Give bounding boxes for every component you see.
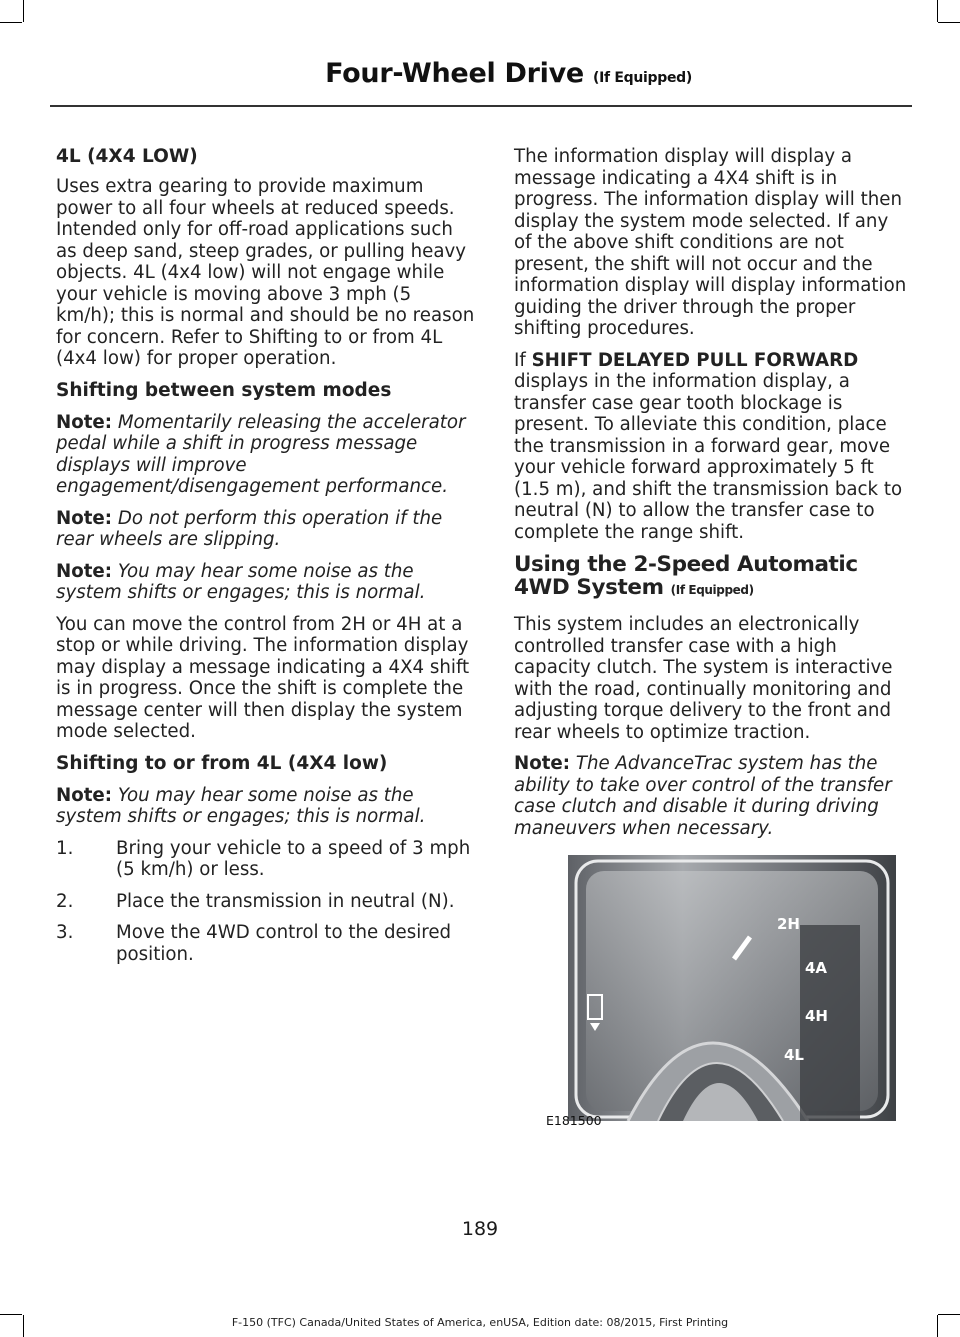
- note-1: [56, 412, 476, 498]
- note-label: Note:: [514, 753, 571, 774]
- heading-4l: 4L (4X4 LOW): [56, 146, 198, 167]
- left-column: [56, 146, 476, 975]
- note-text: Momentarily releasing the accelerator pedal while a shift in progress message displays will improve engagement/disengagement performance.: [56, 411, 466, 497]
- note-text: The AdvanceTrac system has the ability to take over control of the transfer case clutch and disable it during driving maneuvers when necessary.: [514, 753, 892, 839]
- shift-delayed-text: displays in the information display, a transfer case gear tooth blockage is present. To alleviate this condition, place the transmission in a forward gear, move your vehicle forward approximately 5 ft (1.5 m), and shift the transmission back to neutral (N) to allow the transfer case to complete the range shift.: [514, 371, 903, 543]
- step-text: Move the 4WD control to the desired position.: [116, 922, 452, 965]
- heading-automatic-4wd-suffix: (If Equipped): [670, 583, 754, 597]
- step-number: 3.: [56, 922, 74, 943]
- footer-text: F-150 (TFC) Canada/United States of America, enUSA, Edition date: 08/2015, First Printing: [231, 1316, 729, 1329]
- shift-delayed-message: SHIFT DELAYED PULL FORWARD: [531, 349, 859, 371]
- note-label: Note:: [56, 411, 113, 433]
- crop-mark: [938, 1314, 960, 1315]
- heading-automatic-4wd-text: Using the 2-Speed Automatic 4WD System: [514, 552, 858, 600]
- paragraph-automatic-system: This system includes an electronically controlled transfer case with a high capacity clutch. The system is interactive with the road, continually monitoring and adjusting torque delivery to the front and rear wheels to optimize traction.: [514, 614, 893, 743]
- step-text: Bring your vehicle to a speed of 3 mph (5 km/h) or less.: [116, 837, 471, 880]
- right-column: [514, 146, 910, 849]
- page-title-text: Four-Wheel Drive: [325, 58, 584, 89]
- list-item: [56, 922, 476, 965]
- note-4: [56, 785, 476, 828]
- page-title-suffix: (If Equipped): [593, 70, 692, 86]
- note-text: You may hear some noise as the system shifts or engages; this is normal.: [56, 560, 426, 603]
- paragraph-shift-delayed: [514, 350, 910, 544]
- figure-id: E181500: [546, 1113, 602, 1128]
- heading-automatic-4wd: [514, 553, 910, 602]
- crop-mark: [938, 22, 960, 23]
- mode-label-4l: 4L: [784, 1046, 804, 1064]
- step-number: 1.: [56, 837, 74, 859]
- crop-mark: [0, 22, 22, 23]
- crop-mark: [23, 0, 24, 22]
- note-advancetrac: [514, 753, 910, 839]
- header-rule: [50, 105, 912, 107]
- list-item: [56, 891, 476, 913]
- note-text: Do not perform this operation if the rear wheels are slipping.: [56, 507, 443, 550]
- mode-label-2h: 2H: [777, 915, 800, 933]
- heading-shifting-modes: Shifting between system modes: [56, 379, 392, 401]
- mode-label-4a: 4A: [805, 959, 828, 977]
- note-2: [56, 508, 476, 551]
- crop-mark: [0, 1314, 22, 1315]
- note-label: Note:: [56, 784, 113, 806]
- if-word: If: [514, 349, 526, 371]
- note-3: [56, 561, 476, 604]
- paragraph-info-display: The information display will display a message indicating a 4X4 shift is in progress. The information display will then display the system mode selected. If any of the above shift conditions are not present, the shift will not occur and the information display will display information guiding the driver through the proper shifting procedures.: [514, 146, 907, 339]
- note-label: Note:: [56, 507, 113, 529]
- heading-shifting-4l: Shifting to or from 4L (4X4 low): [56, 752, 388, 774]
- mode-label-4h: 4H: [805, 1007, 828, 1025]
- 4wd-control-illustration: [568, 855, 896, 1121]
- steps-list: [56, 838, 476, 966]
- list-item: [56, 838, 476, 881]
- page-title: [325, 58, 692, 89]
- crop-mark: [937, 0, 938, 22]
- paragraph-move-control: You can move the control from 2H or 4H at a stop or while driving. The information display may display a message indicating a 4X4 shift is in progress. Once the shift is complete the message center will then display the system mode selected.: [56, 613, 470, 742]
- 4wd-control-image: [568, 855, 896, 1121]
- note-text: You may hear some noise as the system shifts or engages; this is normal.: [56, 784, 426, 827]
- paragraph-4l: Uses extra gearing to provide maximum power to all four wheels at reduced speeds. Intended only for off-road applications such as deep sand, steep grades, or pulling heavy objects. 4L (4x4 low) will not engage while your vehicle is moving above 3 mph (5 km/h); this is normal and should be no reason for concern. Refer to Shifting to or from 4L (4x4 low) for proper operation.: [56, 176, 475, 369]
- step-number: 2.: [56, 890, 74, 912]
- step-text: Place the transmission in neutral (N).: [116, 890, 455, 912]
- note-label: Note:: [56, 560, 113, 582]
- page-number: 189: [461, 1218, 499, 1240]
